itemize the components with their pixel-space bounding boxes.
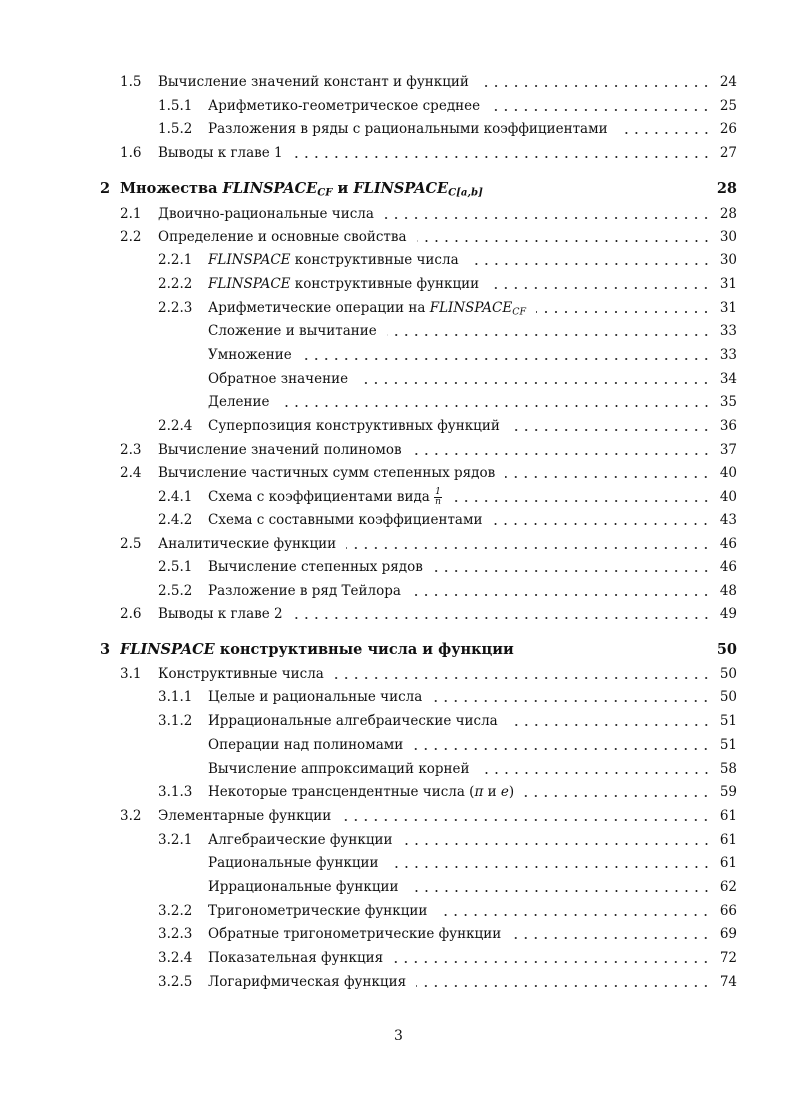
toc-entry-number: 2.3 — [120, 442, 142, 458]
toc-entry-page: 49 — [719, 606, 737, 622]
toc-entry-title: Арифметические операции на $FLINSPACE_{CF}$ — [208, 296, 530, 324]
toc-entry-number: 2.1 — [120, 206, 142, 222]
toc-entry-page: 61 — [719, 855, 737, 871]
toc-entry-page: 50 — [719, 666, 737, 682]
toc-entry-title: Рациональные функции — [208, 851, 383, 875]
toc-entry-title: Арифметико-геометрическое среднее — [208, 94, 484, 118]
toc-entry-page: 24 — [719, 74, 737, 90]
toc-entry-page: 46 — [719, 536, 737, 552]
toc-entry-page: 43 — [719, 512, 737, 528]
toc-entry-title: Вычисление значений полиномов — [158, 438, 406, 462]
dot-leader — [302, 358, 711, 360]
toc-entry-page: 62 — [719, 879, 737, 895]
dot-leader — [384, 217, 711, 219]
dot-leader — [346, 547, 711, 549]
toc-entry-page: 46 — [719, 559, 737, 575]
toc-entry[interactable] — [0, 946, 797, 970]
dot-leader — [293, 617, 711, 619]
toc-entry-title: Вычисление аппроксимаций корней — [208, 757, 474, 781]
dot-leader — [469, 263, 711, 265]
toc-entry-title: Целые и рациональные числа — [208, 685, 426, 709]
toc-entry[interactable] — [0, 757, 797, 781]
toc-entry-number: 2.4.1 — [158, 489, 193, 505]
toc-entry-page: 27 — [719, 145, 737, 161]
toc-entry[interactable] — [0, 602, 797, 626]
toc-entry-number: 2.5.2 — [158, 583, 193, 599]
toc-entry[interactable] — [0, 272, 797, 296]
dot-leader — [490, 109, 711, 111]
toc-entry[interactable] — [0, 922, 797, 946]
toc-entry-number: 2.2.2 — [158, 276, 193, 292]
toc-entry-title: Вычисление частичных сумм степенных рядов — [158, 461, 499, 485]
dot-leader — [508, 724, 711, 726]
flinspace-math: $FLINSPACE_{CF}$ — [429, 300, 526, 318]
toc-entry-title: Двоично-рациональные числа — [158, 202, 378, 226]
toc-entry-number: 3 — [100, 641, 111, 658]
dot-leader — [280, 405, 711, 407]
toc-entry-page: 50 — [719, 689, 737, 705]
toc-entry-page: 51 — [719, 737, 737, 753]
toc-entry-page: 26 — [719, 121, 737, 137]
toc-entry[interactable] — [0, 970, 797, 994]
toc-entry[interactable] — [0, 579, 797, 603]
toc-entry-page: 48 — [719, 583, 737, 599]
dot-leader — [536, 311, 711, 313]
toc-entry-title: FLINSPACE конструктивные числа — [208, 248, 463, 272]
toc-entry-page: 69 — [719, 926, 737, 942]
toc-entry[interactable] — [0, 343, 797, 367]
toc-entry-page: 40 — [719, 489, 737, 505]
toc-entry-page: 25 — [719, 98, 737, 114]
toc-entry[interactable] — [0, 319, 797, 343]
toc-entry-title: Некоторые трансцендентные числа (π и e) — [208, 780, 518, 804]
dot-leader — [358, 382, 711, 384]
toc-entry-title: Суперпозиция конструктивных функций — [208, 414, 504, 438]
toc-entry-number: 2.2.1 — [158, 252, 193, 268]
dot-leader — [411, 594, 711, 596]
toc-entry[interactable] — [0, 555, 797, 579]
toc-entry[interactable] — [0, 367, 797, 391]
toc-entry[interactable] — [0, 141, 797, 165]
dot-leader — [389, 866, 711, 868]
toc-entry-title: Разложение в ряд Тейлора — [208, 579, 405, 603]
toc-entry-number: 2.2.3 — [158, 300, 193, 316]
toc-entry-page: 66 — [719, 903, 737, 919]
toc-entry-title: Схема с составными коэффициентами — [208, 508, 486, 532]
dot-leader — [413, 748, 711, 750]
dot-leader — [417, 240, 711, 242]
toc-entry[interactable] — [0, 733, 797, 757]
dot-leader — [479, 85, 711, 87]
toc-entry[interactable] — [0, 685, 797, 709]
dot-leader — [393, 961, 711, 963]
toc-entry-title: Аналитические функции — [158, 532, 340, 556]
toc-entry-title: Вычисление значений констант и функций — [158, 70, 473, 94]
toc-entry-page: 59 — [719, 784, 737, 800]
toc-entry-number: 1.5 — [120, 74, 142, 90]
toc-entry-number: 1.5.1 — [158, 98, 193, 114]
toc-entry-title: Обратное значение — [208, 367, 352, 391]
toc-entry-page: 31 — [719, 276, 737, 292]
toc-entry-title: Разложения в ряды с рациональными коэффициентами — [208, 117, 612, 141]
toc-entry-number: 2.6 — [120, 606, 142, 622]
flinspace-math: $FLINSPACE_{CF}$ — [222, 180, 333, 199]
toc-entry-number: 2.5 — [120, 536, 142, 552]
toc-entry-number: 3.1.1 — [158, 689, 193, 705]
toc-entry-page: 50 — [716, 641, 737, 658]
toc-entry[interactable] — [0, 485, 797, 509]
toc-entry-title: FLINSPACE конструктивные функции — [208, 272, 483, 296]
toc-entry[interactable] — [0, 225, 797, 249]
flinspace-math: $FLINSPACE_{C[a,b]}$ — [353, 180, 483, 199]
dot-leader — [437, 914, 711, 916]
dot-leader — [524, 795, 711, 797]
toc-entry-page: 28 — [719, 206, 737, 222]
toc-entry-title: Деление — [208, 390, 274, 414]
toc-entry[interactable] — [0, 202, 797, 226]
toc-entry-title: Умножение — [208, 343, 296, 367]
toc-entry-title: Конструктивные числа — [158, 662, 328, 686]
dot-leader — [480, 772, 711, 774]
toc-entry[interactable] — [0, 70, 797, 94]
toc-entry-page: 40 — [719, 465, 737, 481]
toc-entry-page: 51 — [719, 713, 737, 729]
toc-entry[interactable] — [0, 532, 797, 556]
toc-entry-number: 3.1 — [120, 666, 142, 682]
toc-entry-title: FLINSPACE конструктивные числа и функции — [120, 638, 518, 662]
toc-entry-number: 3.1.2 — [158, 713, 193, 729]
dot-leader — [334, 677, 711, 679]
toc-entry-title: Схема с коэффициентами вида $\frac{1}{n}$ — [208, 485, 446, 509]
dot-leader — [412, 453, 711, 455]
toc-chapter[interactable] — [0, 638, 797, 662]
dot-leader — [293, 156, 711, 158]
toc-entry-title: Тригонометрические функции — [208, 899, 431, 923]
toc-entry-page: 30 — [719, 229, 737, 245]
toc-entry[interactable] — [0, 851, 797, 875]
dot-leader — [492, 523, 711, 525]
toc-entry[interactable] — [0, 438, 797, 462]
toc-entry[interactable] — [0, 94, 797, 118]
toc-entry-page: 74 — [719, 974, 737, 990]
toc-entry-title: Элементарные функции — [158, 804, 335, 828]
dot-leader — [433, 570, 711, 572]
toc-entry[interactable] — [0, 875, 797, 899]
toc-entry-number: 2.5.1 — [158, 559, 193, 575]
dot-leader — [432, 700, 711, 702]
toc-entry[interactable] — [0, 899, 797, 923]
dot-leader — [403, 843, 712, 845]
toc-chapter[interactable] — [0, 177, 797, 201]
toc-entry-title: Вычисление степенных рядов — [208, 555, 427, 579]
toc-entry-number: 2.4 — [120, 465, 142, 481]
toc-entry-title: Обратные тригонометрические функции — [208, 922, 505, 946]
toc-entry-page: 37 — [719, 442, 737, 458]
flinspace-math: FLINSPACE — [208, 252, 291, 268]
toc-entry-title: Иррациональные функции — [208, 875, 403, 899]
toc-entry-page: 36 — [719, 418, 737, 434]
toc-entry-title: Множества $FLINSPACE_{CF}$ и $FLINSPACE_{C[a,b]}$ — [120, 177, 487, 205]
dot-leader — [489, 287, 711, 289]
toc-entry-title: Выводы к главе 1 — [158, 141, 287, 165]
toc-entry-page: 34 — [719, 371, 737, 387]
toc-entry-number: 1.5.2 — [158, 121, 193, 137]
toc-entry-page: 33 — [719, 323, 737, 339]
toc-entry[interactable] — [0, 248, 797, 272]
toc-entry-title: Иррациональные алгебраические числа — [208, 709, 502, 733]
toc-entry[interactable] — [0, 662, 797, 686]
toc-entry-number: 2.2 — [120, 229, 142, 245]
toc-entry[interactable] — [0, 414, 797, 438]
dot-leader — [416, 985, 711, 987]
toc-entry-title: Определение и основные свойства — [158, 225, 411, 249]
toc-entry-number: 3.2.4 — [158, 950, 193, 966]
flinspace-math: FLINSPACE — [120, 641, 215, 658]
toc-entry-page: 35 — [719, 394, 737, 410]
page-number: 3 — [394, 1028, 403, 1044]
toc-entry-title: Операции над полиномами — [208, 733, 407, 757]
toc-entry-title: Алгебраические функции — [208, 828, 397, 852]
dot-leader — [452, 500, 711, 502]
toc-entry-number: 2.2.4 — [158, 418, 193, 434]
toc-entry-page: 33 — [719, 347, 737, 363]
toc-entry-number: 3.2.2 — [158, 903, 193, 919]
toc-entry-number: 1.6 — [120, 145, 142, 161]
toc-entry-number: 3.1.3 — [158, 784, 193, 800]
dot-leader — [387, 334, 711, 336]
dot-leader — [511, 937, 711, 939]
dot-leader — [505, 476, 711, 478]
toc-entry-page: 31 — [719, 300, 737, 316]
toc-entry[interactable] — [0, 828, 797, 852]
toc-entry-title: Сложение и вычитание — [208, 319, 381, 343]
flinspace-math: FLINSPACE — [208, 276, 291, 292]
fraction-1-n: $\frac{1}{n}$ — [435, 487, 441, 507]
toc-entry[interactable] — [0, 709, 797, 733]
toc-entry-page: 61 — [719, 808, 737, 824]
toc-entry[interactable] — [0, 296, 797, 320]
toc-entry[interactable] — [0, 461, 797, 485]
dot-leader — [341, 819, 711, 821]
toc-entry[interactable] — [0, 804, 797, 828]
toc-entry-title: Выводы к главе 2 — [158, 602, 287, 626]
toc-entry-number: 3.2 — [120, 808, 142, 824]
dot-leader — [409, 890, 711, 892]
toc-entry-page: 61 — [719, 832, 737, 848]
toc-entry[interactable] — [0, 780, 797, 804]
toc-entry[interactable] — [0, 117, 797, 141]
toc-entry-title: Логарифмическая функция — [208, 970, 410, 994]
toc-entry-page: 28 — [716, 180, 737, 197]
toc-entry-number: 3.2.5 — [158, 974, 193, 990]
toc-entry-page: 58 — [719, 761, 737, 777]
toc-entry-number: 3.2.1 — [158, 832, 193, 848]
toc-entry-page: 72 — [719, 950, 737, 966]
toc-entry-number: 2 — [100, 180, 111, 197]
dot-leader — [618, 132, 711, 134]
toc-entry[interactable] — [0, 390, 797, 414]
toc-entry[interactable] — [0, 508, 797, 532]
toc-entry-number: 2.4.2 — [158, 512, 193, 528]
toc-entry-number: 3.2.3 — [158, 926, 193, 942]
toc-entry-title: Показательная функция — [208, 946, 387, 970]
toc-entry-page: 30 — [719, 252, 737, 268]
dot-leader — [510, 429, 711, 431]
